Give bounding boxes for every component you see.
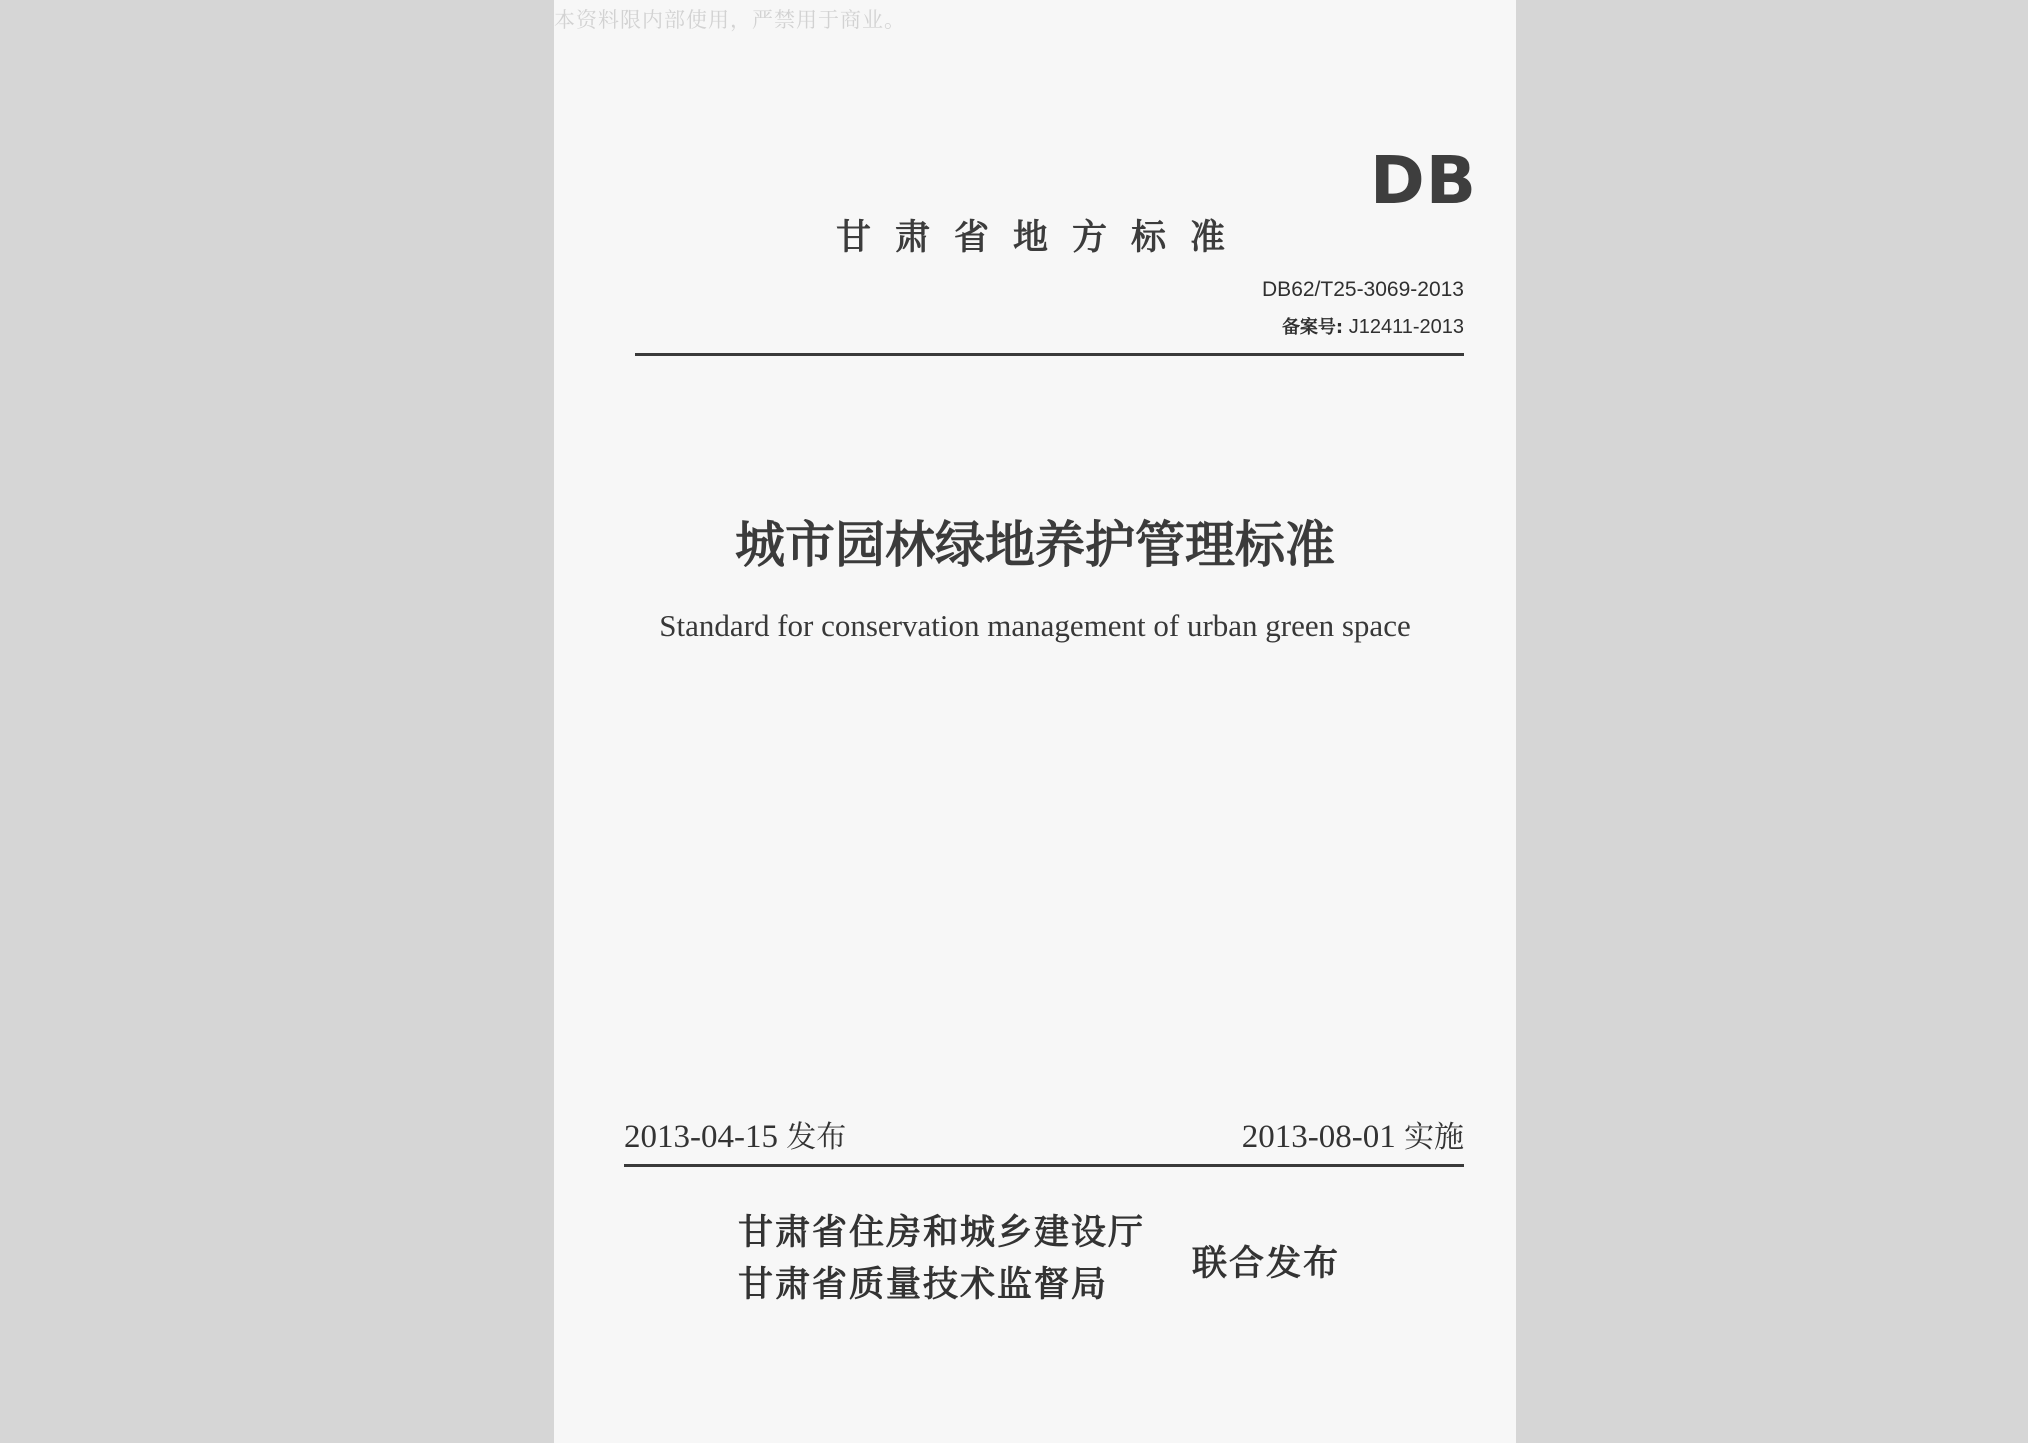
issuer-housing-department: 甘肃省住房和城乡建设厅 <box>738 1213 1146 1253</box>
issue-date-row <box>624 1112 846 1156</box>
db-mark: DB <box>1370 142 1478 219</box>
implement-date: 2013-08-01 <box>1241 1119 1396 1155</box>
issuer-list <box>738 1207 1145 1311</box>
footer-divider <box>624 1164 1464 1167</box>
issue-date: 2013-04-15 <box>624 1119 778 1155</box>
standard-type: 甘肃省地方标准 <box>836 218 1250 258</box>
title-english: Standard for conservation management of urban green space <box>659 608 1411 643</box>
implement-date-row <box>1100 1112 1464 1156</box>
watermark-text: 本资料限内部使用，严禁用于商业。 <box>554 8 906 32</box>
title-chinese: 城市园林绿地养护管理标准 <box>735 515 1335 574</box>
record-label: 备案号: <box>1281 317 1344 338</box>
record-number-row <box>1100 313 1464 339</box>
record-number: J12411-2013 <box>1348 316 1464 338</box>
standard-number: DB62/T25-3069-2013 <box>1262 278 1464 301</box>
implement-label: 实施 <box>1404 1120 1464 1155</box>
header-divider <box>635 353 1464 356</box>
issue-label: 发布 <box>786 1120 847 1155</box>
joint-issue-label: 联合发布 <box>1192 1244 1341 1284</box>
issuer-quality-bureau: 甘肃省质量技术监督局 <box>738 1265 1109 1305</box>
